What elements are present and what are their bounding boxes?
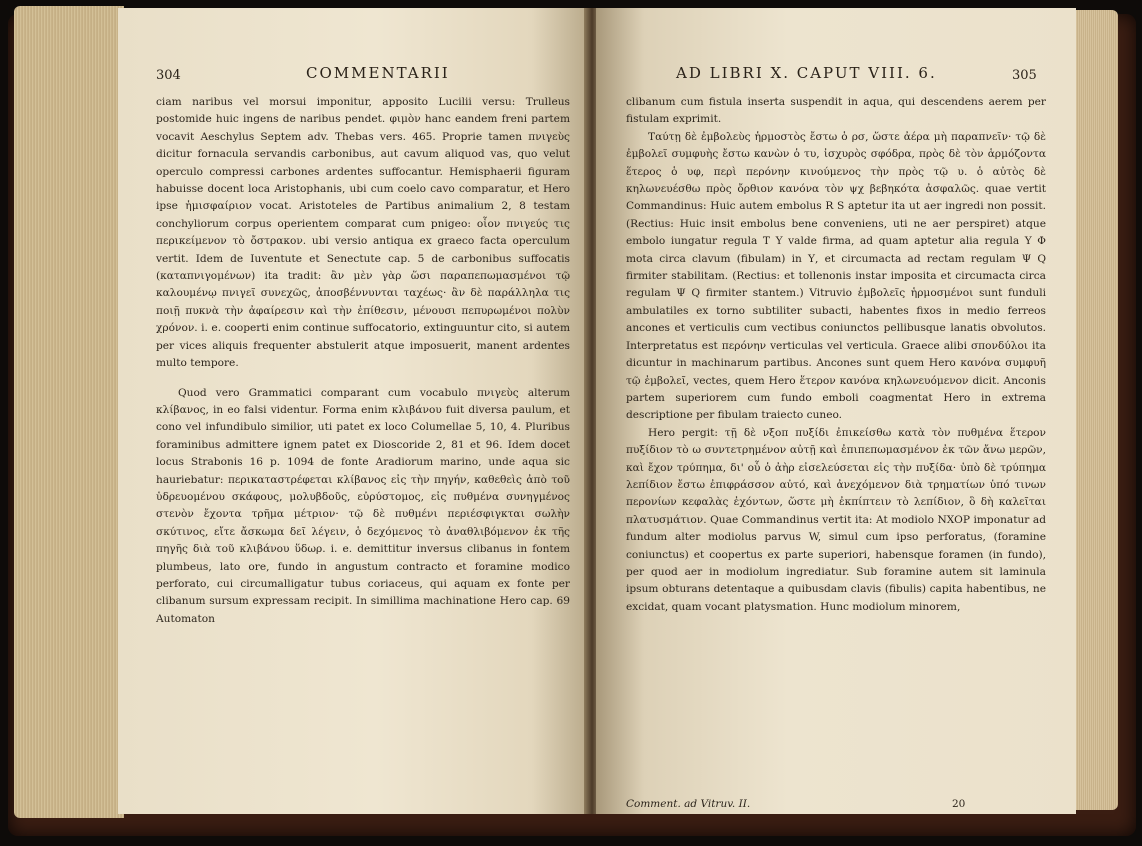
right-page-edges [1074, 10, 1118, 810]
right-page [596, 8, 1076, 814]
right-footer-signature: Comment. ad Vitruv. II. [626, 798, 751, 810]
left-page [118, 8, 588, 814]
right-running-head: AD LIBRI X. CAPUT VIII. 6. [676, 64, 937, 82]
right-page-number: 305 [1012, 68, 1037, 83]
left-body-text [156, 94, 570, 628]
right-footer-sheet-number: 20 [952, 798, 966, 810]
left-paragraph-1: ciam naribus vel morsui imponitur, apposito Lucilii versu: Trulleus postomide huic ingens de naribus pendet. φιμὸν hanc eandem freni partem vocavit Aeschylus Septem adv. Thebas vers. 465. Proprie tamen πνιγεὺς dicitur fornacula servandis carbonibus, aut cavum aliquod vas, quo velut operculo compressi carbones ardentes suffocantur. Hemisphaerii figuram habuisse docent loca Aristophanis, ubi cum coelo cavo comparatur, et Hero ipse ἡμισφαίριον vocat. Aristoteles de Partibus animalium 2, 8 testam conchyliorum corpus operientem comparat cum pnigeo: οἷον πνιγεύς τις περικείμενον τὸ ὄστρακον. ubi versio antiqua ex graeco facta operculum vertit. Idem de Iuventute et Senectute cap. 5 de carbonibus suffocatis (καταπνιγομένων) ita tradit: ἂν μὲν γὰρ ὥσι παραπεπωμασμένοι τῷ καλουμένῳ πνιγεῖ συνεχῶς, ἀποσβέννυνται ταχέως· ἂν δὲ παράλληλα τις ποιῇ πυκνὰ τὴν ἀφαίρεσιν καὶ τὴν ἐπίθεσιν, μένουσι πεπυρωμένοι πολὺν χρόνον. i. e. cooperti enim continue suffocatorio, extinguuntur cito, si autem per vices aliquis frequenter abstulerit atque imposuerit, manent ardentes multo tempore. [156, 96, 570, 370]
right-paragraph-1: clibanum cum fistula inserta suspendit in aqua, qui descendens aerem per fistulam exprimit. [626, 96, 1046, 126]
right-body-text [626, 94, 1046, 616]
left-page-number: 304 [156, 68, 181, 83]
right-paragraph-3: Hero pergit: τῇ δὲ νξοπ πυξίδι ἐπικείσθω κατὰ τὸν πυθμένα ἕτερον πυξίδιον τὸ ω συντετρημένον αὐτῇ καὶ ἐπιπεπωμασμένον ἐκ τῶν ἄνω μερῶν, καὶ ἔχον τρύπημα, δι' οὗ ὁ ἀὴρ εἰσελεύσεται εἰς τὴν πυξίδα· ὑπὸ δὲ τρύπημα λεπίδιον ἔστω ἐπιφράσσον αὐτό, καὶ ἀνεχόμενον διὰ τρηματίων ὑπό τινων περονίων κεφαλὰς ἐχόντων, ὥστε μὴ ἐκπίπτειν τὸ λεπίδιον, ὃ δὴ καλεῖται πλατυσμάτιον. Quae Commandinus vertit ita: At modiolo NXOP imponatur ad fundum alter modiolus parvus W, simul cum ipso perforatus, (foramine coniunctus) et coopertus ex parte superiori, habensque foramen (in fundo), per quod aer in modiolum ingrediatur. Sub foramine autem sit laminula ipsum obturans detentaque a quibusdam clavis (fibulis) capita habentibus, ne excidat, quam vocant platysmation. Hunc modiolum minorem, [626, 426, 1046, 613]
left-paragraph-2: Quod vero Grammatici comparant cum vocabulo πνιγεὺς alterum κλίβανος, in eo falsi videntur. Forma enim κλιβάνου fuit diversa paulum, et cono vel infundibulo similior, uti patet ex loco Columellae 5, 10, 4. Pluribus foraminibus admittere ignem patet ex Dioscoride 2, 81 et 96. Idem docet locus Strabonis 16 p. 1094 de fonte Aradiorum marino, unde aqua sic hauriebatur: περικαταστρέφεται κλίβανος εἰς τὴν πηγήν, καθεθεὶς ἀπὸ τοῦ ὑδρευομένου σκάφους, μολυβδοῦς, εὐρύστομος, εἰς πυθμένα συνηγμένος στενὸν ἔχοντα τρῆμα μέτριον· τῷ δὲ πυθμένι περιέσφιγκται σωλὴν σκύτινος, εἴτε ἄσκωμα δεῖ λέγειν, ὁ δεχόμενος τὸ ἀναθλιβόμενον ἐκ τῆς πηγῆς διὰ τοῦ κλιβάνου ὕδωρ. i. e. demittitur inversus clibanus in fontem plumbeus, lato ore, fundo in angustum contracto et foramine modico perforato, cui circumalligatur tubus coriaceus, qui aquam ex fonte per clibanum sursum expressam recipit. In simillima machinatione Hero cap. 69 Automaton [156, 386, 570, 625]
left-page-edges [14, 6, 124, 818]
left-running-head: COMMENTARII [306, 64, 450, 82]
right-paragraph-2: Ταύτῃ δὲ ἐμβολεὺς ἡρμοστὸς ἔστω ὁ ρσ, ὥστε ἀέρα μὴ παραπνεῖν· τῷ δὲ ἐμβολεῖ συμφυὴς ἔστω κανὼν ὁ τυ, ἰσχυρὸς σφόδρα, πρὸς δὲ τὸν ἁρμόζοντα ἕτερος ὁ υφ, περὶ περόνην κινούμενος τὴν πρὸς τῷ υ. ὁ αὐτὸς δὲ κηλωνευέσθω πρὸς ὄρθιον κανόνα τὸν ψχ βεβηκότα ἀσφαλῶς. quae vertit Commandinus: Huic autem embolus R S aptetur ita ut aer ingredi non possit. (Rectius: Huic insit embolus bene conveniens, uti ne aer perspiret) atque embolo iungatur regula T Y valde firma, ad quam aptetur alia regula Υ Φ mota circa clavum (fibulam) in Υ, et circumacta ad rectam regulam Ψ Q firmiter stabilitam. (Rectius: et tollenonis instar imposita et circumacta circa regulam Ψ Q firmiter stantem.) Vitruvio ἐμβολεῖς ἡρμοσμένοι sunt funduli ambulatiles ex torno subtiliter subacti, habentes fixos in medio ferreos ancones et verticulis cum vectibus coniunctos pellibusque lanatis obvolutos. Interpretatus est περόνην verticulas vel verticula. Graece alibi σπονδύλοι ita dicuntur in machinarum partibus. Ancones sunt quem Hero κανόνα συμφυῆ τῷ ἐμβολεῖ, vectes, quem Hero ἕτερον κανόνα κηλωνευόμενον dicit. Anconis partem superiorem cum fundo emboli coagmentat Hero in extrema descriptione per fibulam traiecto cuneo. [626, 130, 1046, 422]
